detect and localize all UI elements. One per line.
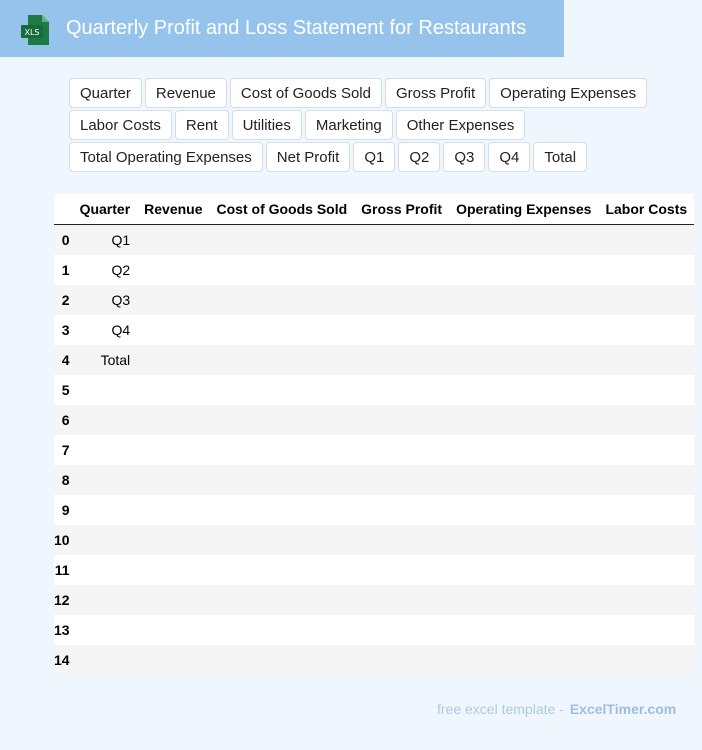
table-cell [137, 255, 209, 285]
row-index: 6 [54, 405, 73, 435]
column-chip[interactable]: Marketing [305, 110, 393, 140]
table-cell [137, 345, 209, 375]
table-row [54, 495, 694, 525]
row-index: 4 [54, 345, 73, 375]
row-index: 1 [54, 255, 73, 285]
table-row [54, 435, 694, 465]
table-cell [598, 495, 694, 525]
table-cell [449, 345, 598, 375]
table-cell [210, 255, 355, 285]
table-cell [354, 405, 449, 435]
table-cell [354, 525, 449, 555]
table-cell [598, 555, 694, 585]
title-banner [0, 0, 564, 57]
column-header[interactable]: Cost of Goods Sold [210, 194, 355, 225]
table-header-row [54, 194, 694, 225]
table-cell [449, 375, 598, 405]
table-cell [598, 225, 694, 256]
quarter-cell: Q3 [73, 285, 138, 315]
table-cell [210, 225, 355, 256]
row-index: 7 [54, 435, 73, 465]
quarter-cell [73, 465, 138, 495]
table-cell [137, 645, 209, 675]
quarter-cell [73, 435, 138, 465]
table-cell [598, 615, 694, 645]
table-cell [598, 315, 694, 345]
table-cell [210, 615, 355, 645]
table-cell [354, 255, 449, 285]
table-cell [137, 465, 209, 495]
quarter-cell [73, 615, 138, 645]
table-cell [449, 285, 598, 315]
quarter-cell [73, 555, 138, 585]
row-index: 12 [54, 585, 73, 615]
table-cell [354, 285, 449, 315]
quarter-cell: Total [73, 345, 138, 375]
table-cell [210, 645, 355, 675]
svg-text:XLS: XLS [24, 28, 40, 37]
table-cell [354, 435, 449, 465]
column-header[interactable]: Gross Profit [354, 194, 449, 225]
quarter-cell [73, 525, 138, 555]
table-cell [210, 435, 355, 465]
table-cell [354, 615, 449, 645]
table-cell [354, 465, 449, 495]
column-header[interactable]: Labor Costs [598, 194, 694, 225]
table-cell [598, 645, 694, 675]
row-index: 8 [54, 465, 73, 495]
table-cell [137, 315, 209, 345]
table-cell [598, 345, 694, 375]
table-cell [210, 555, 355, 585]
table-cell [137, 375, 209, 405]
index-header [54, 194, 73, 225]
table-cell [137, 495, 209, 525]
table-cell [598, 435, 694, 465]
column-chip[interactable]: Other Expenses [396, 110, 526, 140]
table-row [54, 585, 694, 615]
table-cell [210, 345, 355, 375]
column-chip[interactable]: Utilities [232, 110, 302, 140]
table-row [54, 465, 694, 495]
column-chip[interactable]: Net Profit [266, 142, 351, 172]
table-cell [137, 435, 209, 465]
quarter-cell [73, 495, 138, 525]
table-row [54, 555, 694, 585]
table-cell [210, 495, 355, 525]
table-cell [354, 225, 449, 256]
table-row [54, 315, 694, 345]
table-cell [210, 375, 355, 405]
column-chip[interactable]: Q3 [443, 142, 485, 172]
table-cell [598, 375, 694, 405]
table-cell [210, 465, 355, 495]
quarter-cell [73, 405, 138, 435]
table-cell [449, 435, 598, 465]
quarter-cell [73, 585, 138, 615]
chip-row [69, 142, 659, 172]
quarter-cell [73, 645, 138, 675]
table-cell [210, 315, 355, 345]
column-chip[interactable]: Total [533, 142, 587, 172]
table-cell [449, 555, 598, 585]
table-cell [354, 315, 449, 345]
footer-credit [437, 701, 676, 717]
table-row [54, 225, 694, 256]
table-row [54, 645, 694, 675]
table-cell [449, 495, 598, 525]
column-header[interactable]: Quarter [73, 194, 138, 225]
table-cell [354, 555, 449, 585]
column-chip[interactable]: Revenue [145, 78, 227, 108]
table-row [54, 375, 694, 405]
table-cell [137, 525, 209, 555]
table-cell [449, 465, 598, 495]
table-cell [449, 645, 598, 675]
row-index: 11 [54, 555, 73, 585]
row-index: 9 [54, 495, 73, 525]
table-cell [137, 585, 209, 615]
quarter-cell: Q1 [73, 225, 138, 256]
table-row [54, 405, 694, 435]
table-row [54, 345, 694, 375]
quarter-cell [73, 375, 138, 405]
row-index: 2 [54, 285, 73, 315]
row-index: 13 [54, 615, 73, 645]
column-chip-list [69, 78, 659, 174]
table-cell [449, 255, 598, 285]
table-row [54, 255, 694, 285]
table-cell [354, 495, 449, 525]
column-chip[interactable]: Operating Expenses [489, 78, 647, 108]
table-cell [137, 285, 209, 315]
table-cell [598, 525, 694, 555]
table-cell [354, 375, 449, 405]
table-cell [354, 345, 449, 375]
column-chip[interactable]: Labor Costs [69, 110, 172, 140]
table-cell [598, 585, 694, 615]
column-chip[interactable]: Rent [175, 110, 229, 140]
table-row [54, 615, 694, 645]
column-chip[interactable]: Gross Profit [385, 78, 486, 108]
chip-row [69, 110, 659, 140]
column-chip[interactable]: Quarter [69, 78, 142, 108]
column-chip[interactable]: Q4 [488, 142, 530, 172]
column-chip[interactable]: Cost of Goods Sold [230, 78, 382, 108]
table-row [54, 285, 694, 315]
row-index: 14 [54, 645, 73, 675]
table-cell [137, 615, 209, 645]
table-cell [354, 645, 449, 675]
table-cell [449, 525, 598, 555]
column-chip[interactable]: Q1 [353, 142, 395, 172]
table-cell [449, 615, 598, 645]
excel-file-icon [20, 14, 50, 46]
table-cell [449, 405, 598, 435]
table-cell [598, 255, 694, 285]
table-cell [137, 555, 209, 585]
quarter-cell: Q4 [73, 315, 138, 345]
table-cell [449, 225, 598, 256]
table-cell [137, 405, 209, 435]
table-cell [210, 285, 355, 315]
footer-text: free excel template - [437, 701, 564, 717]
table-cell [598, 465, 694, 495]
quarter-cell: Q2 [73, 255, 138, 285]
footer-brand-link[interactable]: ExcelTimer.com [569, 701, 677, 717]
chip-row [69, 78, 659, 108]
column-chip[interactable]: Q2 [398, 142, 440, 172]
column-header[interactable]: Operating Expenses [449, 194, 598, 225]
table-row [54, 525, 694, 555]
row-index: 0 [54, 225, 73, 256]
table-cell [449, 315, 598, 345]
table-cell [210, 405, 355, 435]
table-cell [598, 405, 694, 435]
column-chip[interactable]: Total Operating Expenses [69, 142, 263, 172]
table-cell [598, 285, 694, 315]
row-index: 3 [54, 315, 73, 345]
data-table-container[interactable] [54, 194, 688, 675]
table-cell [210, 585, 355, 615]
table-cell [449, 585, 598, 615]
column-header[interactable]: Revenue [137, 194, 209, 225]
table-body [54, 225, 694, 676]
row-index: 10 [54, 525, 73, 555]
table-cell [354, 585, 449, 615]
pnl-table [54, 194, 694, 675]
table-cell [137, 225, 209, 256]
row-index: 5 [54, 375, 73, 405]
table-cell [210, 525, 355, 555]
page-title: Quarterly Profit and Loss Statement for Restaurants [66, 17, 527, 39]
